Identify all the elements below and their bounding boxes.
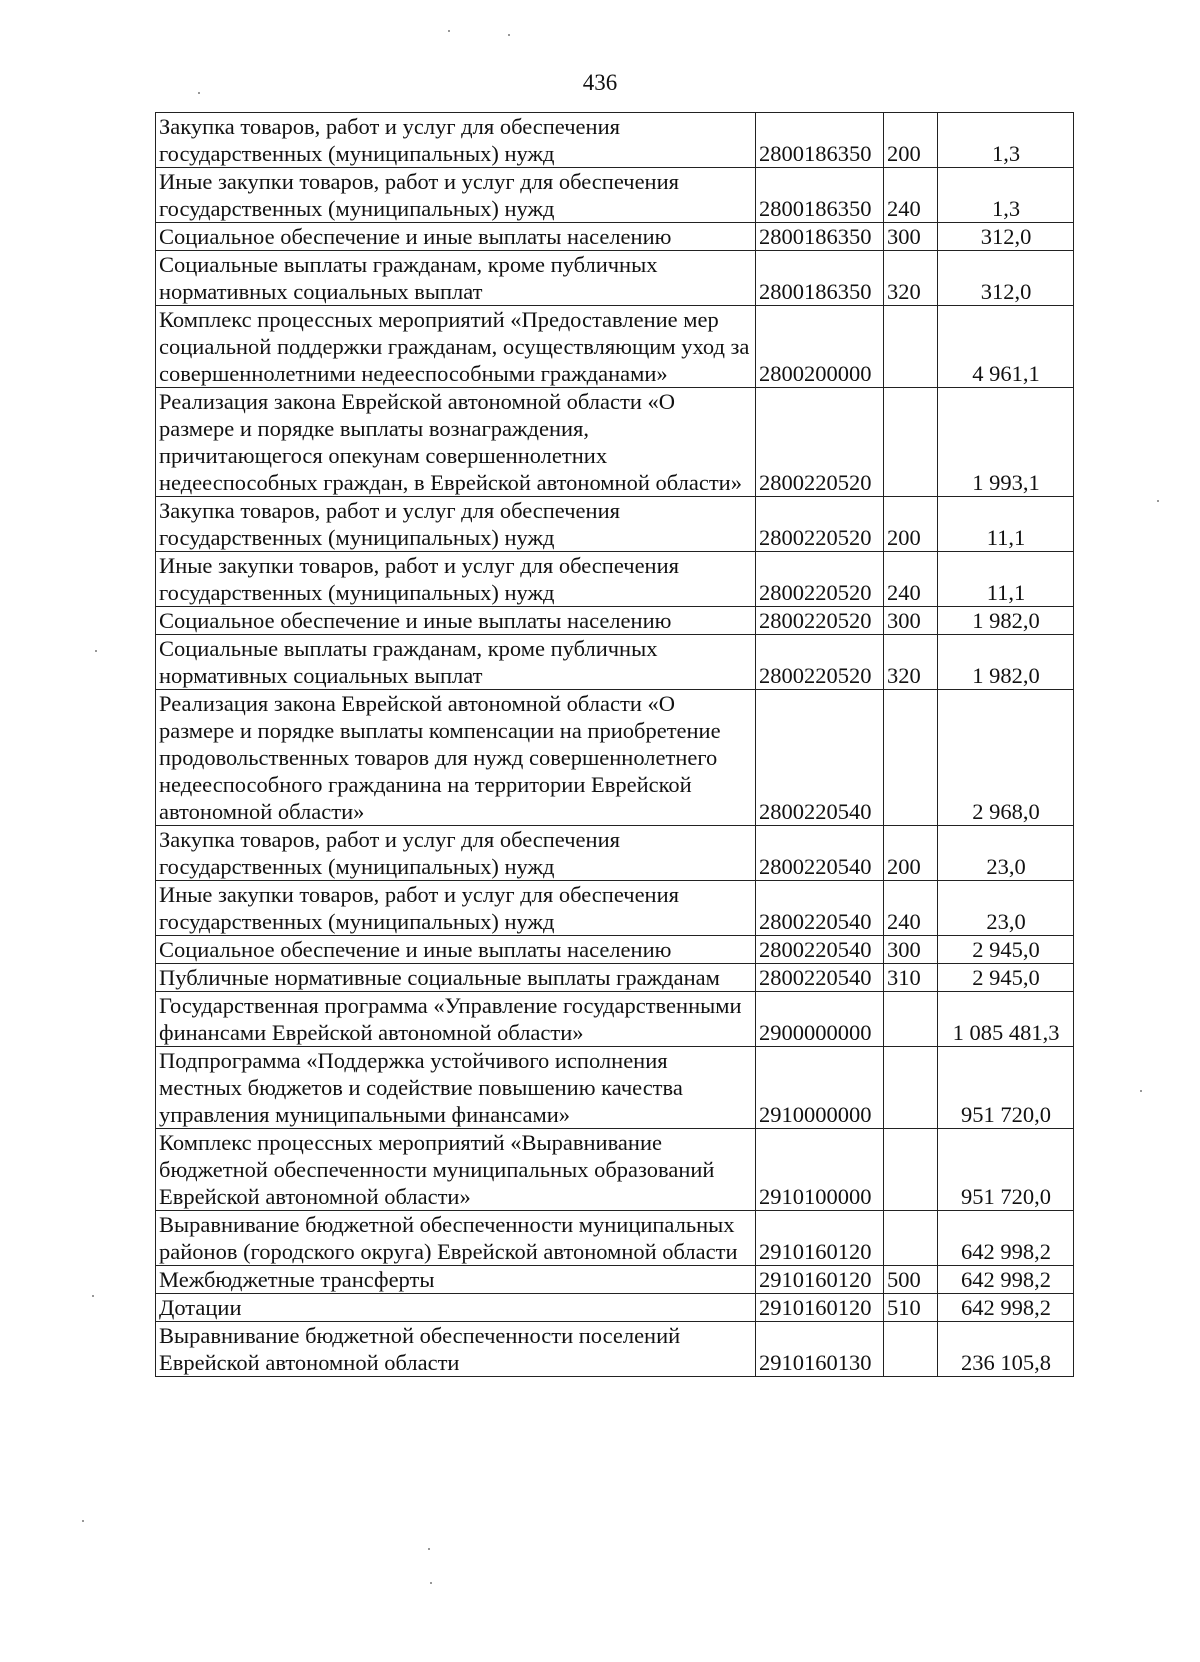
amount: 1 982,0 [938, 607, 1074, 635]
expense-name: Публичные нормативные социальные выплаты гражданам [156, 964, 756, 992]
expense-name: Социальное обеспечение и иные выплаты населению [156, 223, 756, 251]
expense-name: Иные закупки товаров, работ и услуг для обеспечения государственных (муниципальных) нужд [156, 552, 756, 607]
target-article-code: 2800186350 [756, 251, 884, 306]
amount: 312,0 [938, 251, 1074, 306]
expense-type-code [884, 1129, 938, 1211]
expense-name: Закупка товаров, работ и услуг для обеспечения государственных (муниципальных) нужд [156, 826, 756, 881]
expense-name: Иные закупки товаров, работ и услуг для обеспечения государственных (муниципальных) нужд [156, 168, 756, 223]
expense-type-code: 320 [884, 635, 938, 690]
amount: 23,0 [938, 826, 1074, 881]
amount: 2 945,0 [938, 964, 1074, 992]
expense-name: Комплекс процессных мероприятий «Выравнивание бюджетной обеспеченности муниципальных образований Еврейской автономной области» [156, 1129, 756, 1211]
scan-speck [92, 1295, 94, 1297]
expense-name: Выравнивание бюджетной обеспеченности поселений Еврейской автономной области [156, 1322, 756, 1377]
scan-speck [1140, 1090, 1142, 1092]
expense-type-code: 240 [884, 881, 938, 936]
table-row [156, 223, 1074, 251]
expense-type-code: 300 [884, 936, 938, 964]
target-article-code: 2800220540 [756, 936, 884, 964]
target-article-code: 2800220520 [756, 635, 884, 690]
table-row [156, 826, 1074, 881]
target-article-code: 2910100000 [756, 1129, 884, 1211]
expense-type-code: 510 [884, 1294, 938, 1322]
expense-type-code: 200 [884, 113, 938, 168]
target-article-code: 2910000000 [756, 1047, 884, 1129]
expense-type-code: 200 [884, 826, 938, 881]
amount: 951 720,0 [938, 1047, 1074, 1129]
scan-speck [448, 30, 450, 32]
amount: 642 998,2 [938, 1294, 1074, 1322]
expense-name: Иные закупки товаров, работ и услуг для обеспечения государственных (муниципальных) нужд [156, 881, 756, 936]
expense-type-code: 240 [884, 552, 938, 607]
expense-type-code: 320 [884, 251, 938, 306]
expense-name: Реализация закона Еврейской автономной области «О размере и порядке выплаты компенсации на приобретение продовольственных товаров для нужд совершеннолетнего недееспособного гражданина на территории Еврейской автономной области» [156, 690, 756, 826]
expense-type-code: 300 [884, 607, 938, 635]
expense-type-code: 300 [884, 223, 938, 251]
scan-speck [430, 1582, 432, 1584]
expense-type-code [884, 1211, 938, 1266]
amount: 642 998,2 [938, 1211, 1074, 1266]
target-article-code: 2800186350 [756, 113, 884, 168]
expense-name: Социальное обеспечение и иные выплаты населению [156, 936, 756, 964]
table-row [156, 992, 1074, 1047]
target-article-code: 2800220540 [756, 826, 884, 881]
table-row [156, 964, 1074, 992]
amount: 2 945,0 [938, 936, 1074, 964]
table-row [156, 552, 1074, 607]
table-row [156, 497, 1074, 552]
table-row [156, 635, 1074, 690]
table-row [156, 113, 1074, 168]
table-row [156, 1211, 1074, 1266]
amount: 2 968,0 [938, 690, 1074, 826]
target-article-code: 2800220540 [756, 690, 884, 826]
target-article-code: 2910160120 [756, 1266, 884, 1294]
amount: 11,1 [938, 497, 1074, 552]
scan-speck [428, 1548, 430, 1550]
expense-name: Закупка товаров, работ и услуг для обеспечения государственных (муниципальных) нужд [156, 113, 756, 168]
table-row [156, 306, 1074, 388]
target-article-code: 2910160120 [756, 1211, 884, 1266]
amount: 1,3 [938, 168, 1074, 223]
amount: 312,0 [938, 223, 1074, 251]
expense-type-code: 200 [884, 497, 938, 552]
table-row [156, 388, 1074, 497]
amount: 11,1 [938, 552, 1074, 607]
target-article-code: 2800186350 [756, 168, 884, 223]
target-article-code: 2800220520 [756, 497, 884, 552]
scan-speck [82, 1520, 84, 1522]
table-row [156, 1266, 1074, 1294]
expense-type-code [884, 690, 938, 826]
amount: 236 105,8 [938, 1322, 1074, 1377]
expense-type-code [884, 388, 938, 497]
target-article-code: 2910160130 [756, 1322, 884, 1377]
expense-type-code [884, 1322, 938, 1377]
scan-speck [1157, 500, 1159, 502]
expense-name: Комплекс процессных мероприятий «Предоставление мер социальной поддержки гражданам, осуществляющим уход за совершеннолетними недееспособными гражданами» [156, 306, 756, 388]
table-row [156, 251, 1074, 306]
table-row [156, 1129, 1074, 1211]
expense-name: Социальные выплаты гражданам, кроме публичных нормативных социальных выплат [156, 251, 756, 306]
expense-name: Межбюджетные трансферты [156, 1266, 756, 1294]
target-article-code: 2800186350 [756, 223, 884, 251]
target-article-code: 2800220540 [756, 964, 884, 992]
target-article-code: 2900000000 [756, 992, 884, 1047]
table-row [156, 881, 1074, 936]
expense-name: Подпрограмма «Поддержка устойчивого исполнения местных бюджетов и содействие повышению качества управления муниципальными финансами» [156, 1047, 756, 1129]
amount: 23,0 [938, 881, 1074, 936]
expense-name: Закупка товаров, работ и услуг для обеспечения государственных (муниципальных) нужд [156, 497, 756, 552]
table-row [156, 1322, 1074, 1377]
amount: 1 085 481,3 [938, 992, 1074, 1047]
target-article-code: 2800220540 [756, 881, 884, 936]
target-article-code: 2800220520 [756, 607, 884, 635]
expense-name: Государственная программа «Управление государственными финансами Еврейской автономной области» [156, 992, 756, 1047]
expense-type-code: 310 [884, 964, 938, 992]
target-article-code: 2910160120 [756, 1294, 884, 1322]
budget-table [155, 112, 1074, 1377]
amount: 951 720,0 [938, 1129, 1074, 1211]
amount: 1 993,1 [938, 388, 1074, 497]
scan-speck [508, 34, 510, 36]
table-row [156, 168, 1074, 223]
scan-speck [95, 650, 97, 652]
expense-type-code: 500 [884, 1266, 938, 1294]
amount: 642 998,2 [938, 1266, 1074, 1294]
expense-name: Выравнивание бюджетной обеспеченности муниципальных районов (городского округа) Еврейской автономной области [156, 1211, 756, 1266]
expense-name: Социальное обеспечение и иные выплаты населению [156, 607, 756, 635]
expense-type-code [884, 1047, 938, 1129]
target-article-code: 2800200000 [756, 306, 884, 388]
table-row [156, 690, 1074, 826]
page-number: 436 [582, 70, 618, 95]
expense-name: Дотации [156, 1294, 756, 1322]
expense-name: Реализация закона Еврейской автономной области «О размере и порядке выплаты вознаграждения, причитающегося опекунам совершеннолетних недееспособных граждан, в Еврейской автономной области» [156, 388, 756, 497]
expense-name: Социальные выплаты гражданам, кроме публичных нормативных социальных выплат [156, 635, 756, 690]
table-row [156, 1294, 1074, 1322]
table-row [156, 936, 1074, 964]
table-row [156, 607, 1074, 635]
amount: 1,3 [938, 113, 1074, 168]
expense-type-code [884, 992, 938, 1047]
expense-type-code [884, 306, 938, 388]
amount: 4 961,1 [938, 306, 1074, 388]
table-row [156, 1047, 1074, 1129]
scan-speck [198, 92, 200, 94]
amount: 1 982,0 [938, 635, 1074, 690]
expense-type-code: 240 [884, 168, 938, 223]
target-article-code: 2800220520 [756, 388, 884, 497]
target-article-code: 2800220520 [756, 552, 884, 607]
